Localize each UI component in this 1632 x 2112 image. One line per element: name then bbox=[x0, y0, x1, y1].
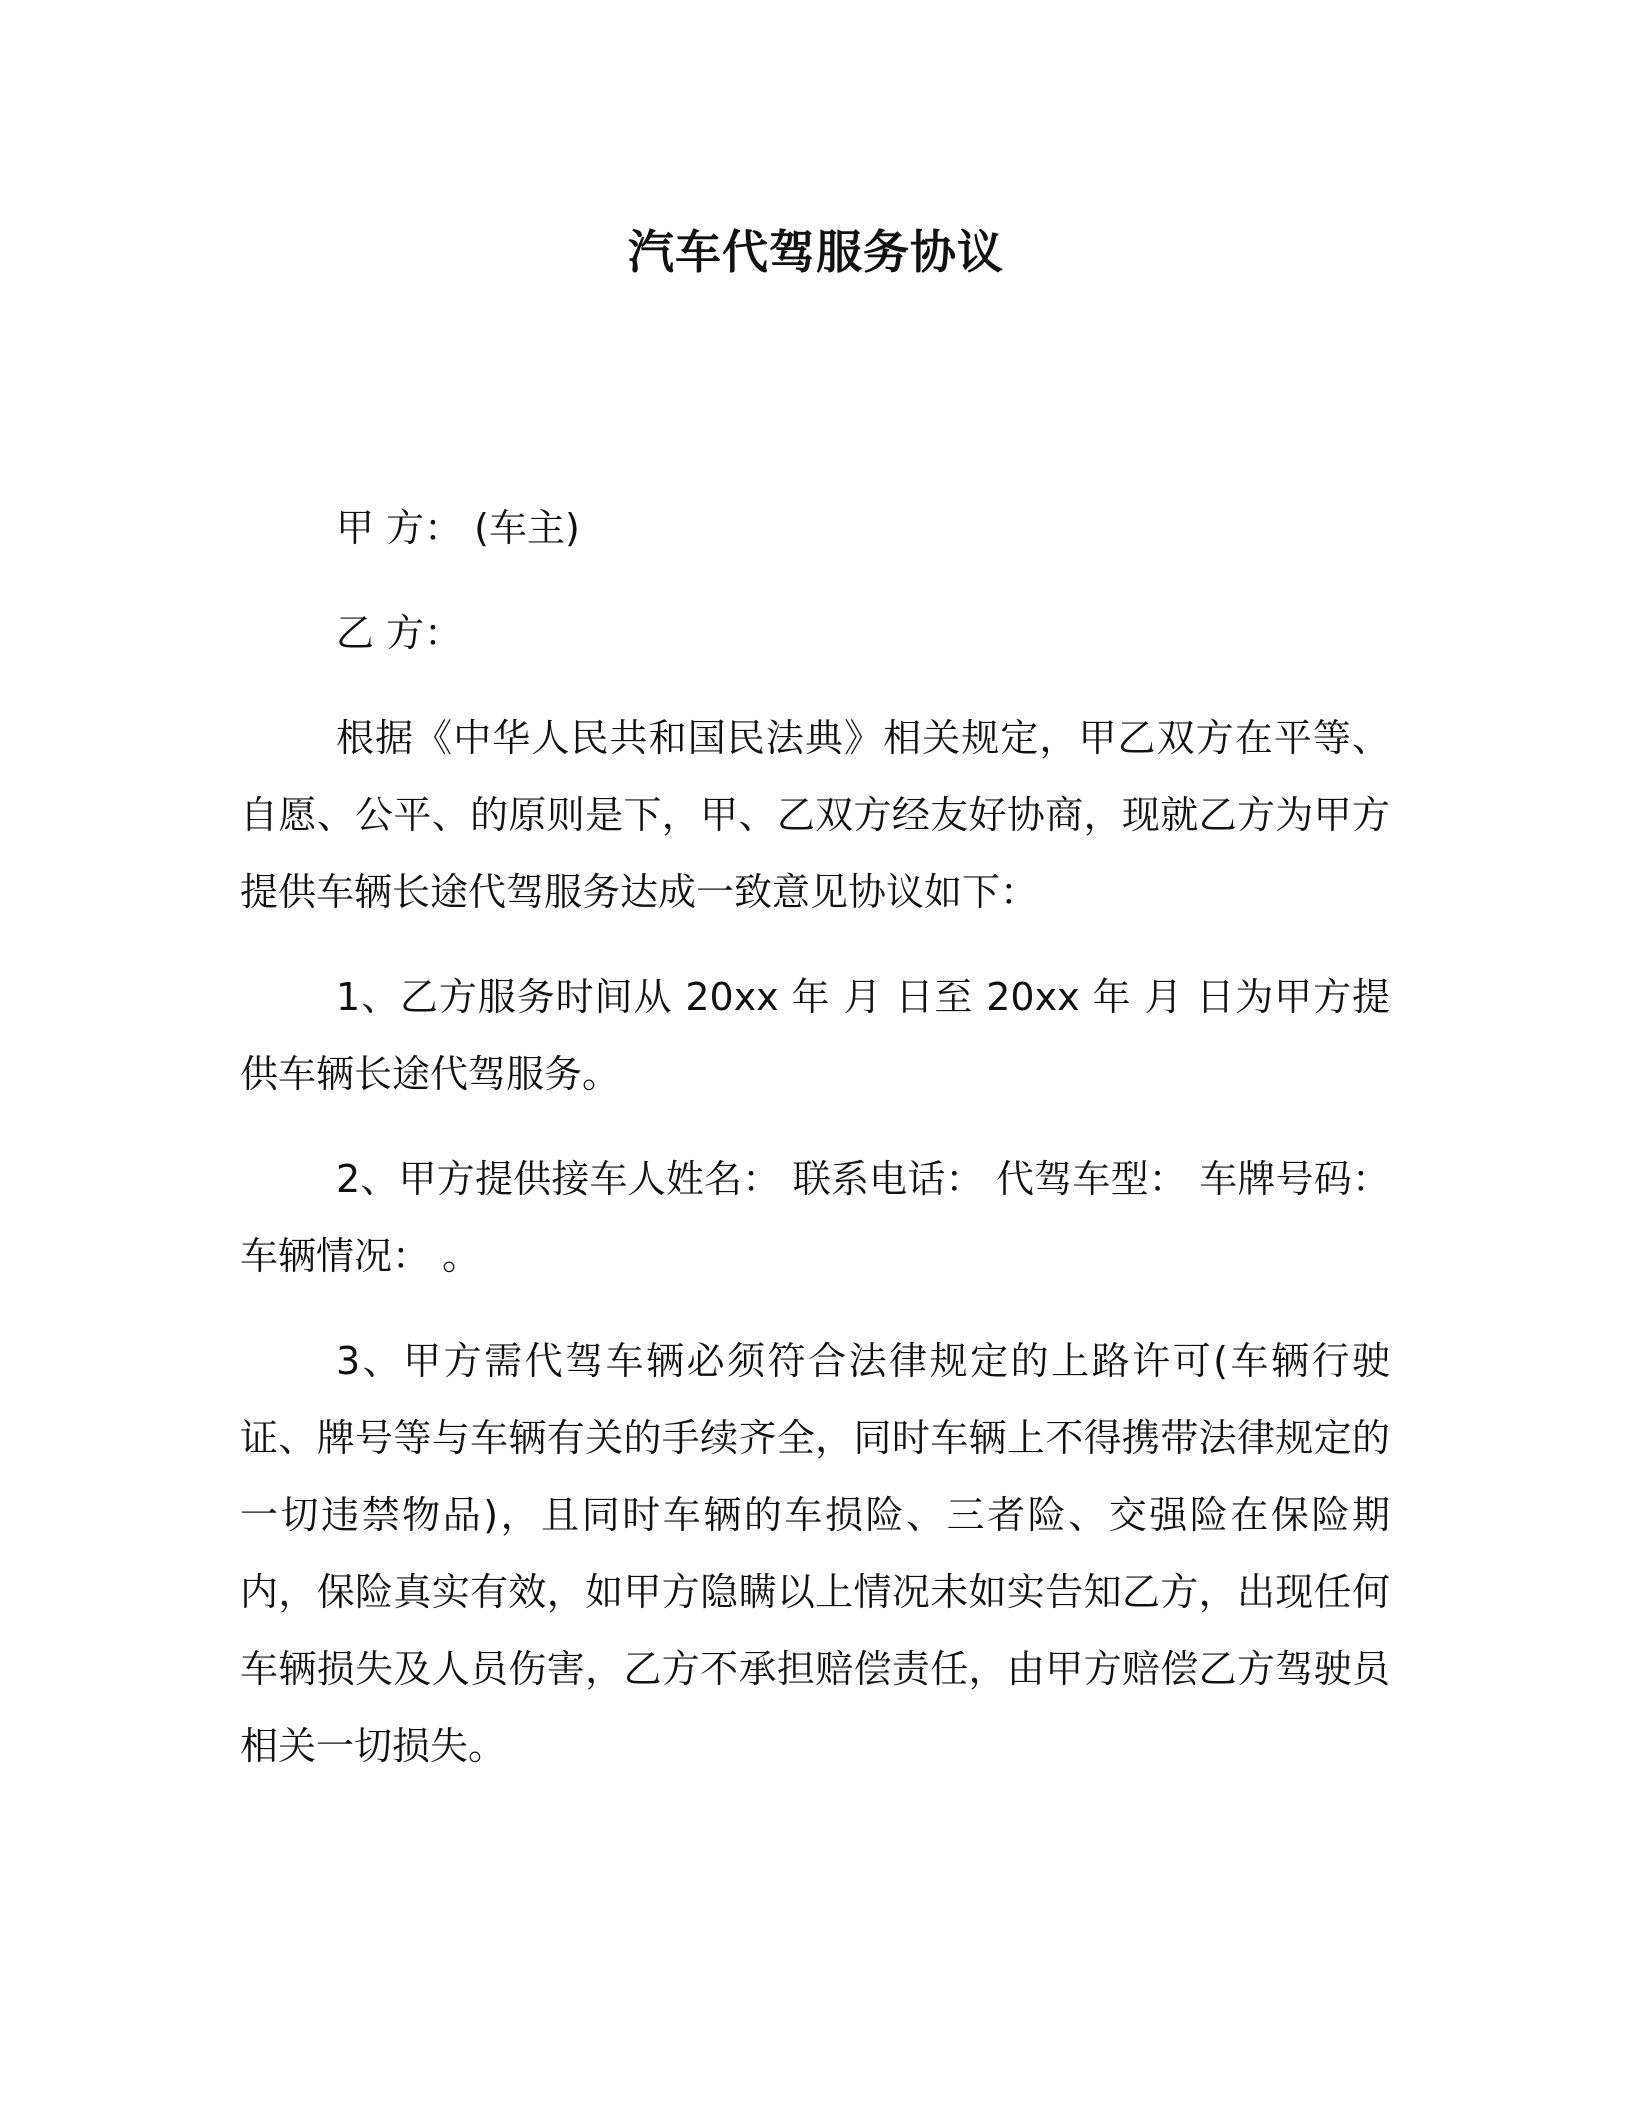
document-body bbox=[240, 490, 1390, 1813]
party-b-line: 乙 方： bbox=[336, 611, 463, 655]
intro-paragraph: 根据《中华人民共和国民法典》相关规定，甲乙双方在平等、自愿、公平、的原则是下，甲、乙双方经友好协商，现就乙方为甲方提供车辆长途代驾服务达成一致意见协议如下： bbox=[240, 716, 1390, 914]
clause-2-paragraph: 2、甲方提供接车人姓名： 联系电话： 代驾车型： 车牌号码： 车辆情况： 。 bbox=[240, 1157, 1390, 1278]
party-a-line: 甲 方： (车主) bbox=[336, 506, 580, 550]
clause-1-paragraph: 1、乙方服务时间从 20xx 年 月 日至 20xx 年 月 日为甲方提供车辆长途代驾服务。 bbox=[240, 975, 1390, 1096]
clause-3-paragraph: 3、甲方需代驾车辆必须符合法律规定的上路许可(车辆行驶证、牌号等与车辆有关的手续齐全，同时车辆上不得携带法律规定的一切违禁物品)，且同时车辆的车损险、三者险、交强险在保险期内，保险真实有效，如甲方隐瞒以上情况未如实告知乙方，出现任何车辆损失及人员伤害，乙方不承担赔偿责任，由甲方赔偿乙方驾驶员相关一切损失。 bbox=[240, 1339, 1391, 1768]
document-title: 汽车代驾服务协议 bbox=[628, 225, 1004, 279]
